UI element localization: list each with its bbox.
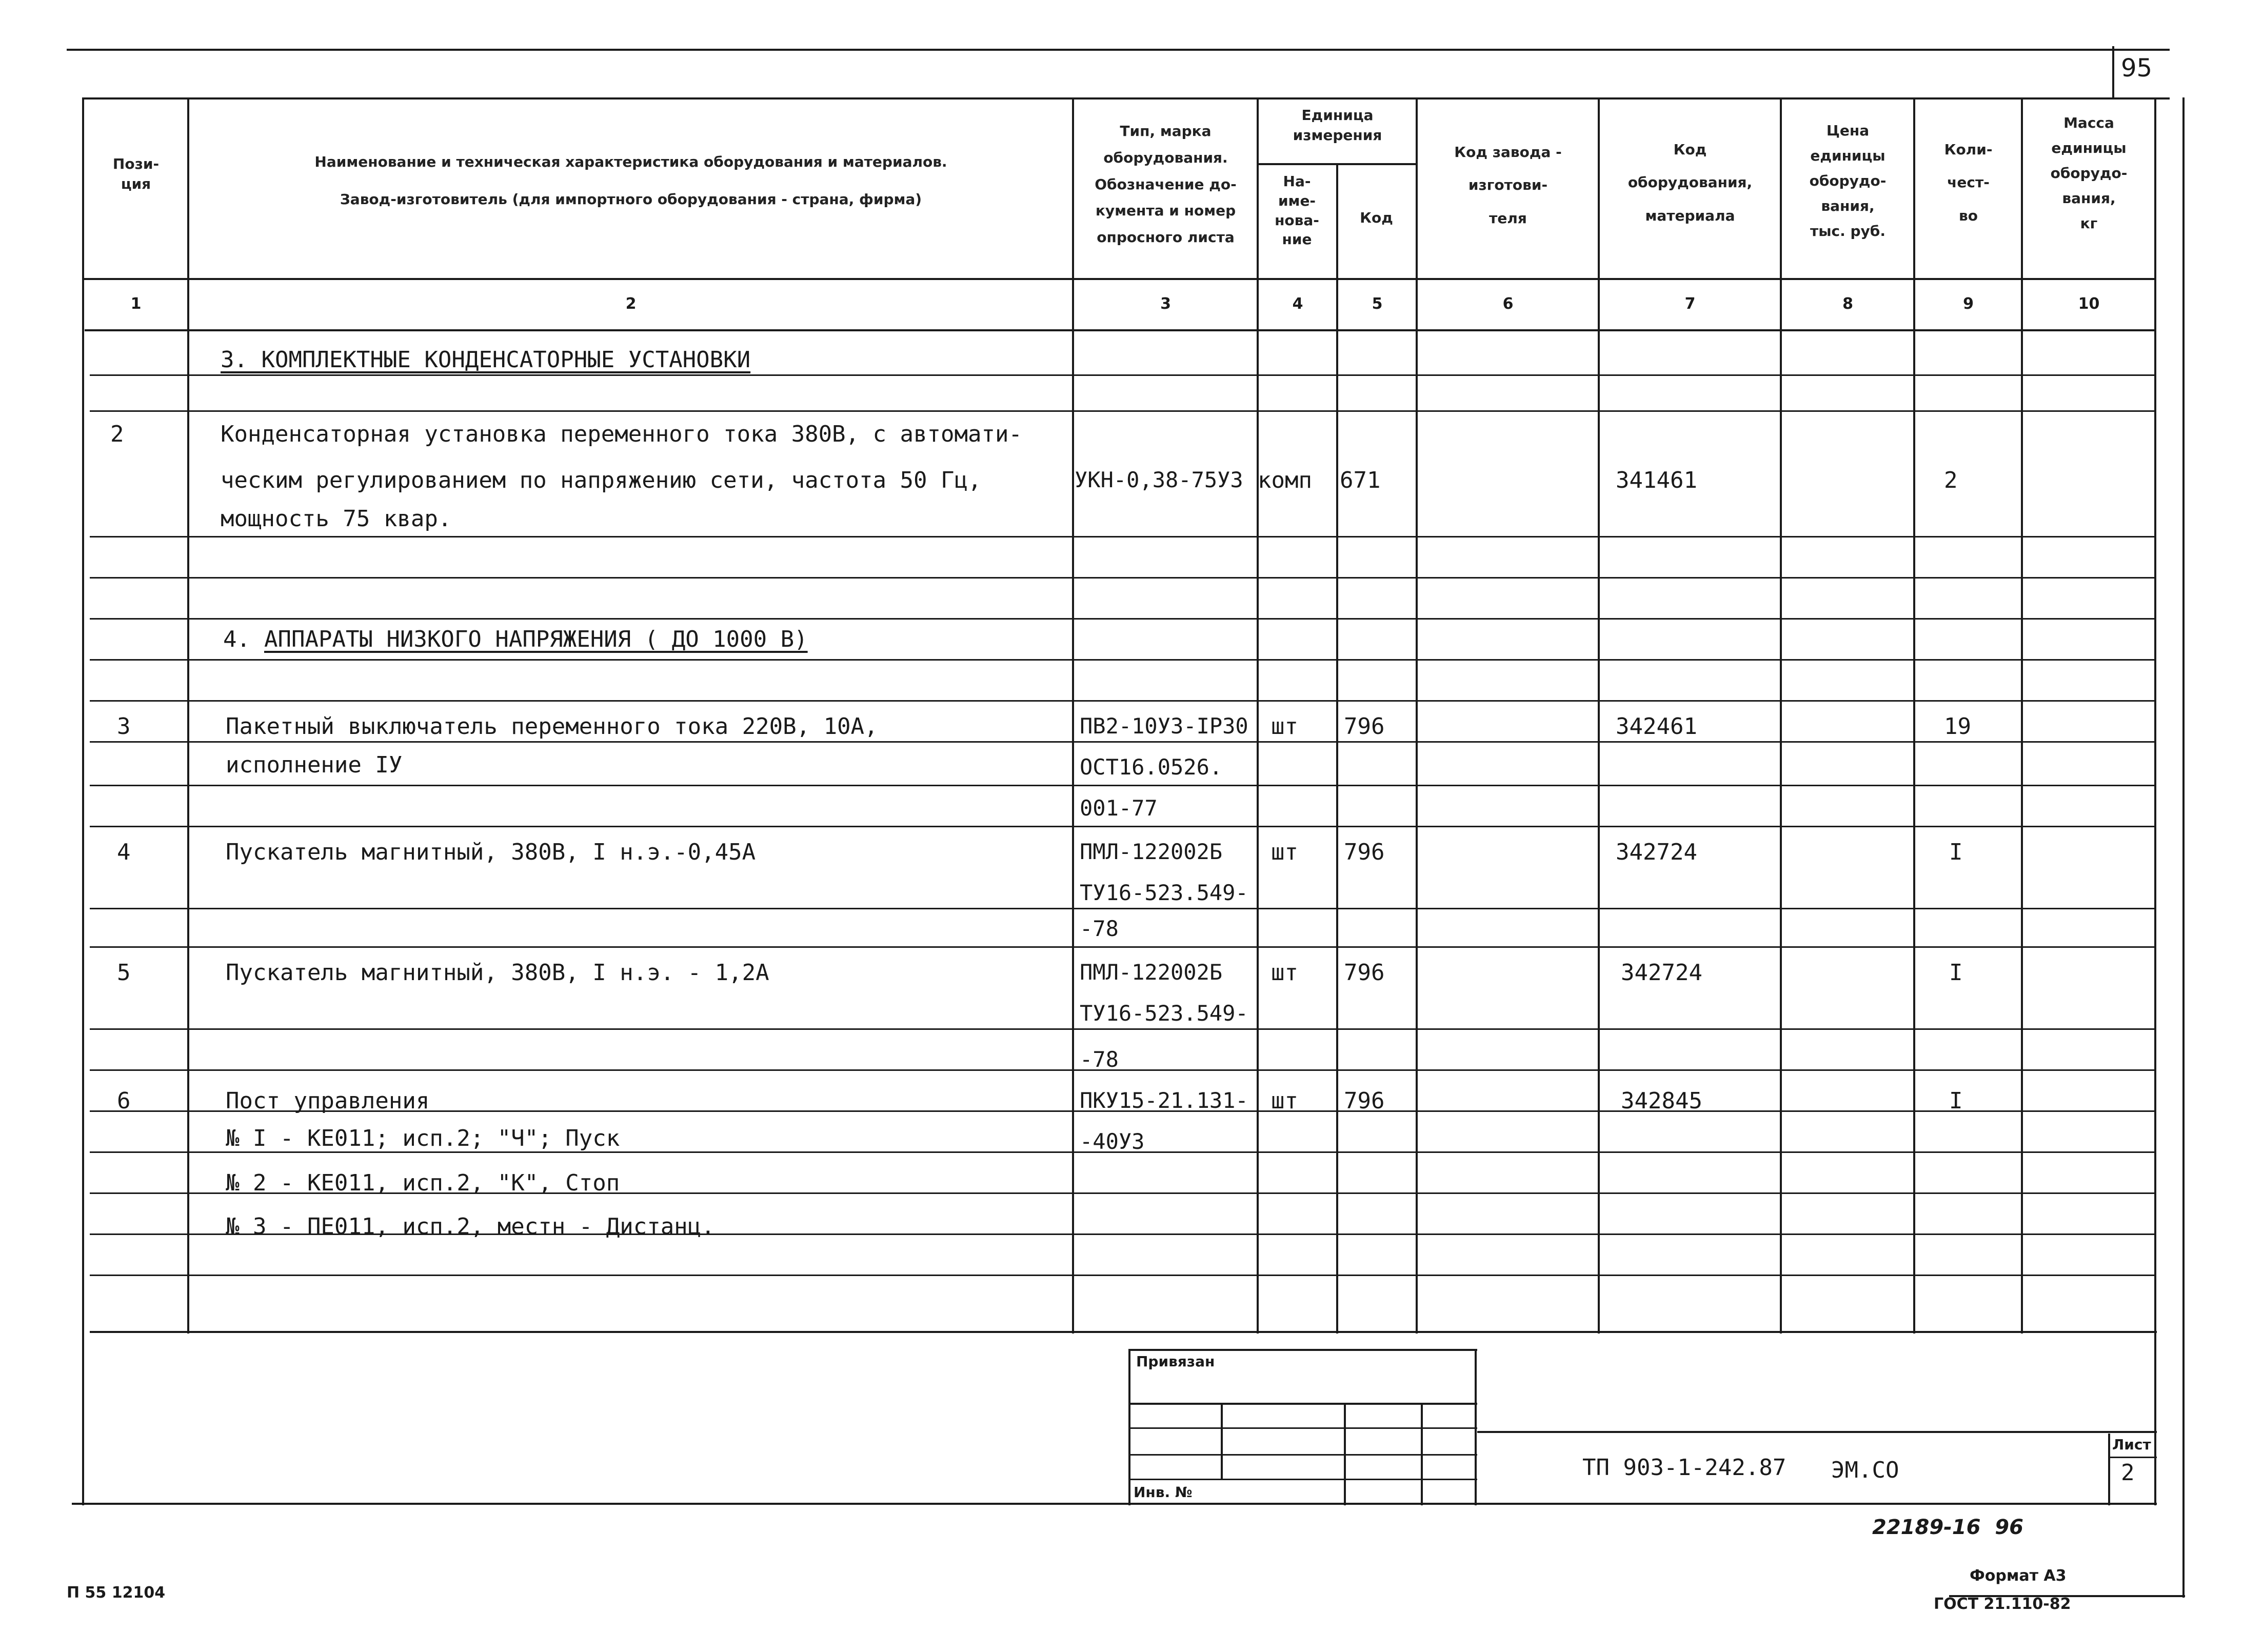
item-unit: шт (1271, 1088, 1298, 1114)
sheet-box-right (2154, 1331, 2156, 1505)
item-unit-code: 796 (1344, 1088, 1385, 1114)
col-line-7 (1780, 97, 1782, 1333)
row-line (90, 536, 2154, 538)
col-number: 4 (1292, 295, 1303, 313)
item-unit: шт (1271, 960, 1298, 986)
row-line (90, 785, 2154, 786)
col-line-8 (1913, 97, 1915, 1333)
item-equipment-code: 342724 (1616, 839, 1697, 865)
item-description-line: № I - КЕ011; исп.2; "Ч"; Пуск (226, 1125, 620, 1151)
stamp-right (1475, 1349, 1477, 1505)
item-unit-code: 671 (1340, 467, 1381, 493)
row-line (90, 741, 2154, 743)
header-unit-name: На- име- нова- ние (1275, 173, 1319, 248)
item-description-line: Пост управления (226, 1088, 430, 1114)
item-position: 3 (117, 713, 131, 740)
stamp-left (1128, 1349, 1130, 1505)
page-number-box-left (2112, 46, 2114, 97)
col-number: 10 (2078, 295, 2100, 313)
item-type: ПКУ15-21.131- (1080, 1088, 1248, 1113)
handwritten-number: 22189-16 96 (1872, 1516, 2023, 1539)
section-title-3: 3. КОМПЛЕКТНЫЕ КОНДЕНСАТОРНЫЕ УСТАНОВКИ (221, 347, 751, 373)
header-type: Тип, марка оборудования. Обозначение до- кумента и номер опросного листа (1095, 123, 1237, 246)
item-description-line: исполнение IУ (226, 752, 403, 778)
row-line (90, 826, 2154, 827)
item-unit-code: 796 (1344, 839, 1385, 865)
stamp-line (1128, 1479, 1477, 1480)
item-position: 4 (117, 839, 131, 865)
header-name: Наименование и техническая характеристика оборудования и материалов. Завод-изготовитель (для импортного оборудования - страна, фирма) (314, 153, 947, 208)
item-type: ПМЛ-122002Б (1080, 839, 1223, 864)
section-title-4: АППАРАТЫ НИЗКОГО НАПРЯЖЕНИЯ ( ДО 1000 В) (264, 626, 808, 652)
col-line-6 (1598, 97, 1600, 1333)
item-type: -78 (1080, 1047, 1119, 1072)
col-number: 7 (1684, 295, 1696, 313)
item-unit: шт (1271, 713, 1298, 740)
table-bottom-line (90, 1331, 2157, 1333)
col-number: 5 (1372, 295, 1383, 313)
item-quantity: 19 (1944, 713, 1971, 740)
col-line-0 (82, 97, 84, 1505)
header-unit-code: Код (1360, 209, 1393, 226)
table-top-line (82, 97, 2170, 99)
item-quantity: I (1949, 1088, 1963, 1114)
header-unit-group: Единица измерения (1293, 107, 1382, 144)
sheet-box-left (2108, 1434, 2110, 1505)
col-number: 1 (130, 295, 142, 313)
col-line-5 (1416, 97, 1418, 1333)
col-number: 3 (1160, 295, 1171, 313)
header-equipment-code: Код оборудования, материала (1627, 141, 1753, 224)
footer-right-frame (2182, 1549, 2185, 1598)
col-line-4 (1336, 163, 1338, 1333)
row-line (90, 577, 2154, 579)
item-quantity: 2 (1944, 467, 1958, 493)
item-equipment-code: 342724 (1621, 960, 1702, 986)
row-line (90, 410, 2154, 412)
item-quantity: I (1949, 839, 1963, 865)
header-factory-code: Код завода - изготови- теля (1454, 144, 1562, 227)
col-line-9 (2021, 97, 2023, 1333)
item-type: ТУ16-523.549- (1080, 1001, 1248, 1026)
row-line (90, 908, 2154, 909)
col-line-1 (187, 97, 189, 1333)
item-type: ОСТ16.0526. (1080, 754, 1223, 780)
item-type: -78 (1080, 916, 1119, 941)
item-type: -40УЗ (1080, 1129, 1145, 1154)
top-border-line (67, 49, 2170, 51)
item-equipment-code: 342461 (1616, 713, 1697, 740)
item-type: УКН-0,38-75УЗ (1075, 467, 1243, 492)
item-unit-code: 796 (1344, 960, 1385, 986)
stamp-col (1421, 1403, 1423, 1505)
sheet-box-divider (2108, 1457, 2157, 1458)
item-description-line: Конденсаторная установка переменного тока 380В, с автомати- (221, 421, 1022, 447)
item-position: 5 (117, 960, 131, 986)
item-description-line: Пускатель магнитный, 380В, I н.э.-0,45А (226, 839, 756, 865)
row-line (90, 1069, 2154, 1071)
sheet-number: 2 (2121, 1460, 2135, 1486)
header-quantity: Коли- чест- во (1944, 141, 1993, 224)
header-price: Цена единицы оборудо- вания, тыс. руб. (1809, 122, 1887, 240)
header-mass: Масса единицы оборудо- вания, кг (2050, 114, 2128, 232)
left-code: П 55 12104 (67, 1584, 166, 1602)
item-description-line: № 3 - ПЕ011, исп.2, местн - Дистанц. (226, 1213, 715, 1240)
item-description-line: Пакетный выключатель переменного тока 220В, 10А, (226, 713, 878, 740)
item-description-line: ческим регулированием по напряжению сети, частота 50 Гц, (221, 467, 982, 493)
col-number: 6 (1502, 295, 1514, 313)
col-line-2 (1072, 97, 1074, 1333)
section-title-4-number: 4. (223, 626, 250, 652)
stamp-col (1344, 1403, 1346, 1505)
doc-designation: ТП 903-1-242.87 (1582, 1455, 1787, 1481)
row-line (90, 374, 2154, 376)
col-number: 8 (1842, 295, 1853, 313)
page-number: 95 (2121, 54, 2153, 83)
col-line-3 (1257, 97, 1259, 1333)
item-type: ПВ2-10УЗ-IP30 (1080, 713, 1248, 739)
item-type: ТУ16-523.549- (1080, 880, 1248, 905)
row-line (90, 700, 2154, 702)
col-number: 9 (1963, 295, 1974, 313)
item-type: 001-77 (1080, 795, 1158, 821)
stamp-line (1128, 1454, 1477, 1456)
row-line (90, 1275, 2154, 1276)
col-line-10 (2154, 97, 2156, 1333)
stamp-line (1128, 1427, 1477, 1429)
item-description-line: мощность 75 квар. (221, 506, 452, 532)
column-numbers-bottom-line (85, 329, 2154, 331)
right-frame-line (2182, 97, 2185, 1595)
unit-subheader-line (1257, 163, 1416, 165)
stamp-privyazan: Привязан (1136, 1353, 1215, 1370)
item-position: 6 (117, 1088, 131, 1114)
header-position: Пози- ция (112, 155, 160, 193)
row-line (90, 618, 2154, 620)
stamp-col (1221, 1403, 1223, 1480)
item-position: 2 (110, 421, 124, 447)
row-line (90, 946, 2154, 948)
bottom-frame-line (72, 1503, 2157, 1505)
item-unit-code: 796 (1344, 713, 1385, 740)
row-line (90, 659, 2154, 661)
format-label: Формат А3 (1970, 1567, 2067, 1585)
item-type: ПМЛ-122002Б (1080, 960, 1223, 985)
item-equipment-code: 342845 (1621, 1088, 1702, 1114)
item-description-line: № 2 - КЕ011, исп.2, "К", Стоп (226, 1170, 620, 1196)
stamp-inv: Инв. № (1134, 1484, 1193, 1501)
sheet-label: Лист (2112, 1436, 2151, 1453)
col-number: 2 (625, 295, 637, 313)
stamp-line (1128, 1403, 1477, 1405)
item-unit: комп (1258, 467, 1312, 493)
doc-code: ЭМ.СО (1831, 1457, 1899, 1483)
stamp-top (1128, 1349, 1477, 1351)
header-bottom-line (82, 278, 2154, 280)
item-quantity: I (1949, 960, 1963, 986)
item-description-line: Пускатель магнитный, 380В, I н.э. - 1,2А (226, 960, 769, 986)
stamp-designation-top (1477, 1431, 2157, 1433)
item-equipment-code: 341461 (1616, 467, 1697, 493)
gost-label: ГОСТ 21.110-82 (1934, 1595, 2071, 1613)
row-line (90, 1028, 2154, 1030)
item-unit: шт (1271, 839, 1298, 865)
